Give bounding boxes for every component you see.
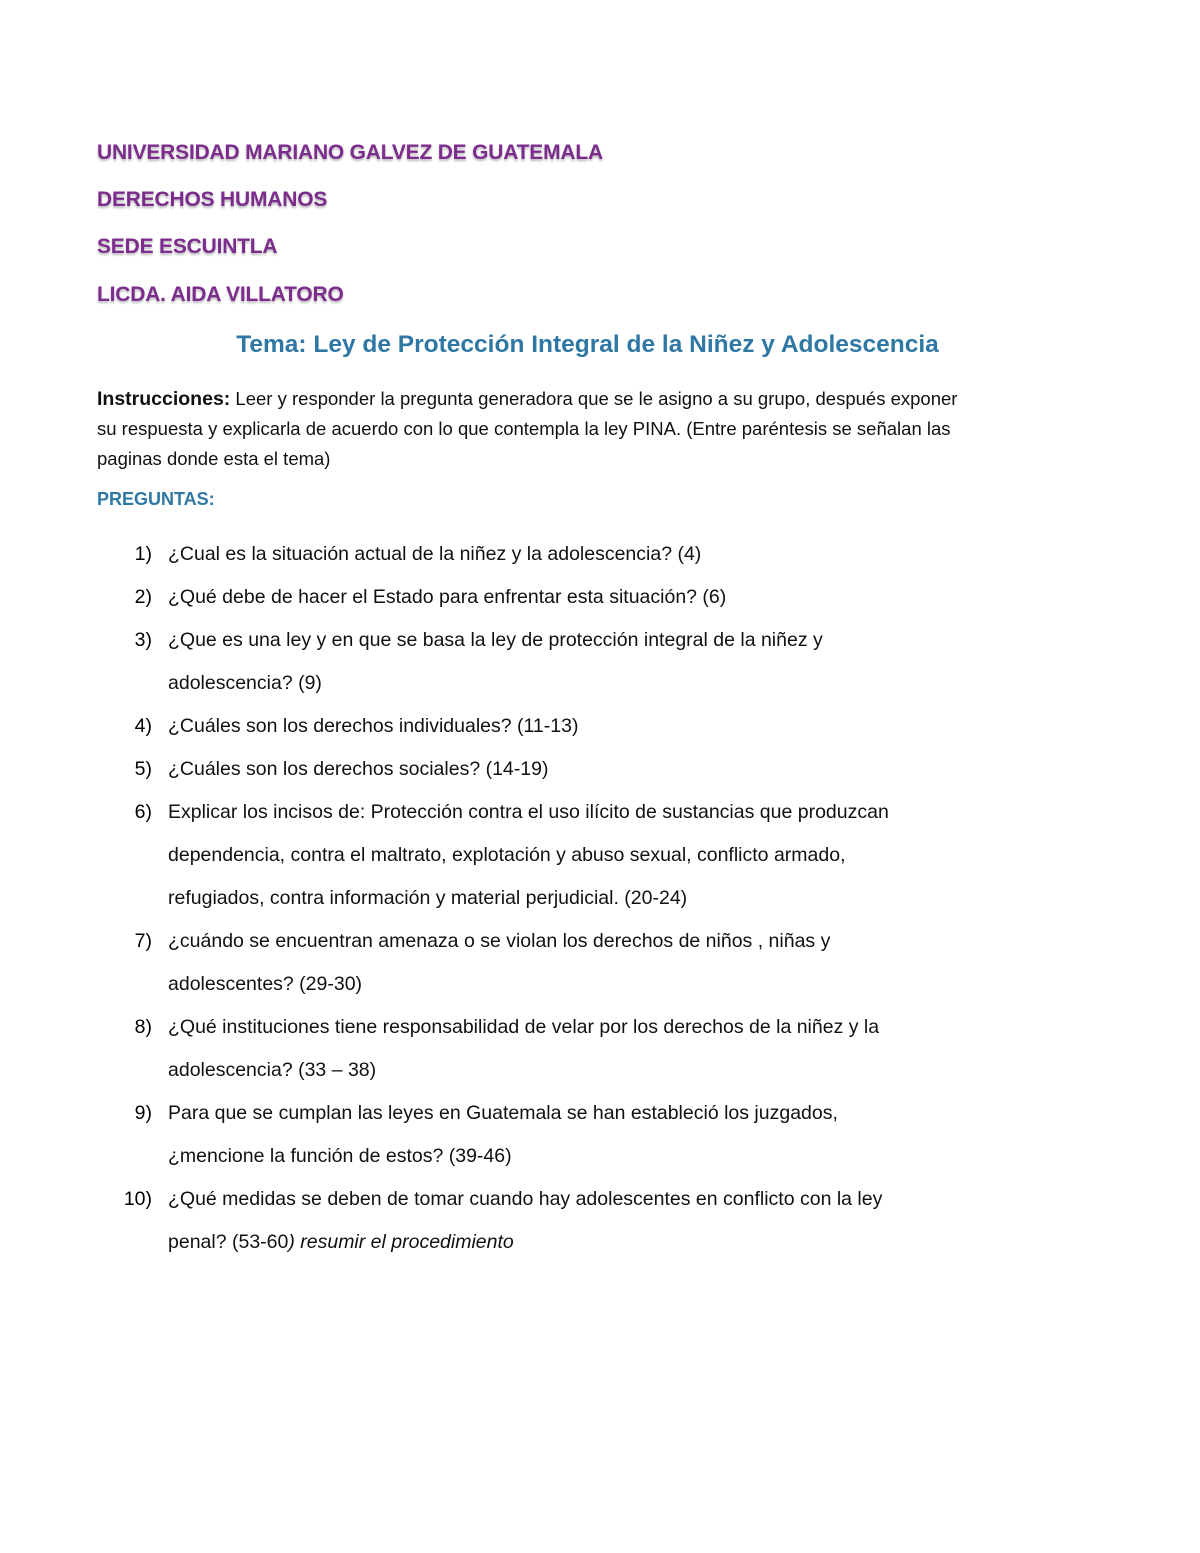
instructions-line-3: paginas donde esta el tema) (97, 448, 331, 469)
question-text: Para que se cumplan las leyes en Guatemala se han estableció los juzgados, (168, 1102, 838, 1124)
topic-title: Tema: Ley de Protección Integral de la Niñez y Adolescencia (236, 331, 939, 358)
question-text: penal? (53-60 (168, 1231, 289, 1253)
question-text: ¿Que es una ley y en que se basa la ley de protección integral de la niñez y (168, 629, 823, 651)
question-number: 7) (134, 930, 152, 952)
question-number: 1) (134, 543, 152, 565)
question-number: 4) (134, 715, 152, 737)
question-text: ¿Cual es la situación actual de la niñez y la adolescencia? (4) (168, 543, 702, 565)
question-text: Explicar los incisos de: Protección contra el uso ilícito de sustancias que produzcan (168, 801, 889, 823)
question-number: 10) (123, 1188, 152, 1210)
question-text: ¿Qué medidas se deben de tomar cuando hay adolescentes en conflicto con la ley (168, 1188, 883, 1210)
question-text: ¿cuándo se encuentran amenaza o se violan los derechos de niños , niñas y (168, 930, 831, 952)
instructions-line-1: Leer y responder la pregunta generadora que se le asigno a su grupo, después exponer (230, 388, 958, 409)
question-number: 5) (134, 758, 152, 780)
instructions-label: Instrucciones: (97, 388, 231, 410)
questions-heading: PREGUNTAS: (97, 489, 215, 509)
question-text: refugiados, contra información y material perjudicial. (20-24) (168, 887, 688, 909)
question-number: 2) (134, 586, 152, 608)
question-number: 3) (134, 629, 152, 651)
question-text: adolescencia? (33 – 38) (168, 1059, 377, 1081)
question-text: adolescencia? (9) (168, 672, 322, 694)
question-text: dependencia, contra el maltrato, explotación y abuso sexual, conflicto armado, (168, 844, 846, 866)
question-number: 8) (134, 1016, 152, 1038)
instructions-paragraph (97, 384, 1072, 474)
question-text: adolescentes? (29-30) (168, 973, 363, 995)
instructions-line-2: su respuesta y explicarla de acuerdo con lo que contempla la ley PINA. (Entre paréntesis se señalan las (97, 418, 951, 439)
question-text: ¿mencione la función de estos? (39-46) (168, 1145, 512, 1167)
question-text: ¿Cuáles son los derechos individuales? (11-13) (168, 715, 579, 737)
question-number: 6) (134, 801, 152, 823)
question-italic-note: ) resumir el procedimiento (288, 1231, 514, 1253)
question-text: ¿Qué instituciones tiene responsabilidad de velar por los derechos de la niñez y la (168, 1016, 880, 1038)
question-text-last (168, 1221, 514, 1264)
question-text: ¿Cuáles son los derechos sociales? (14-19) (168, 758, 549, 780)
university-name: UNIVERSIDAD MARIANO GALVEZ DE GUATEMALA (97, 141, 603, 164)
course-name: DERECHOS HUMANOS (97, 188, 328, 211)
question-number: 9) (134, 1102, 152, 1124)
question-text: ¿Qué debe de hacer el Estado para enfrentar esta situación? (6) (168, 586, 727, 608)
campus-name: SEDE ESCUINTLA (97, 235, 278, 258)
teacher-name: LICDA. AIDA VILLATORO (97, 283, 344, 306)
